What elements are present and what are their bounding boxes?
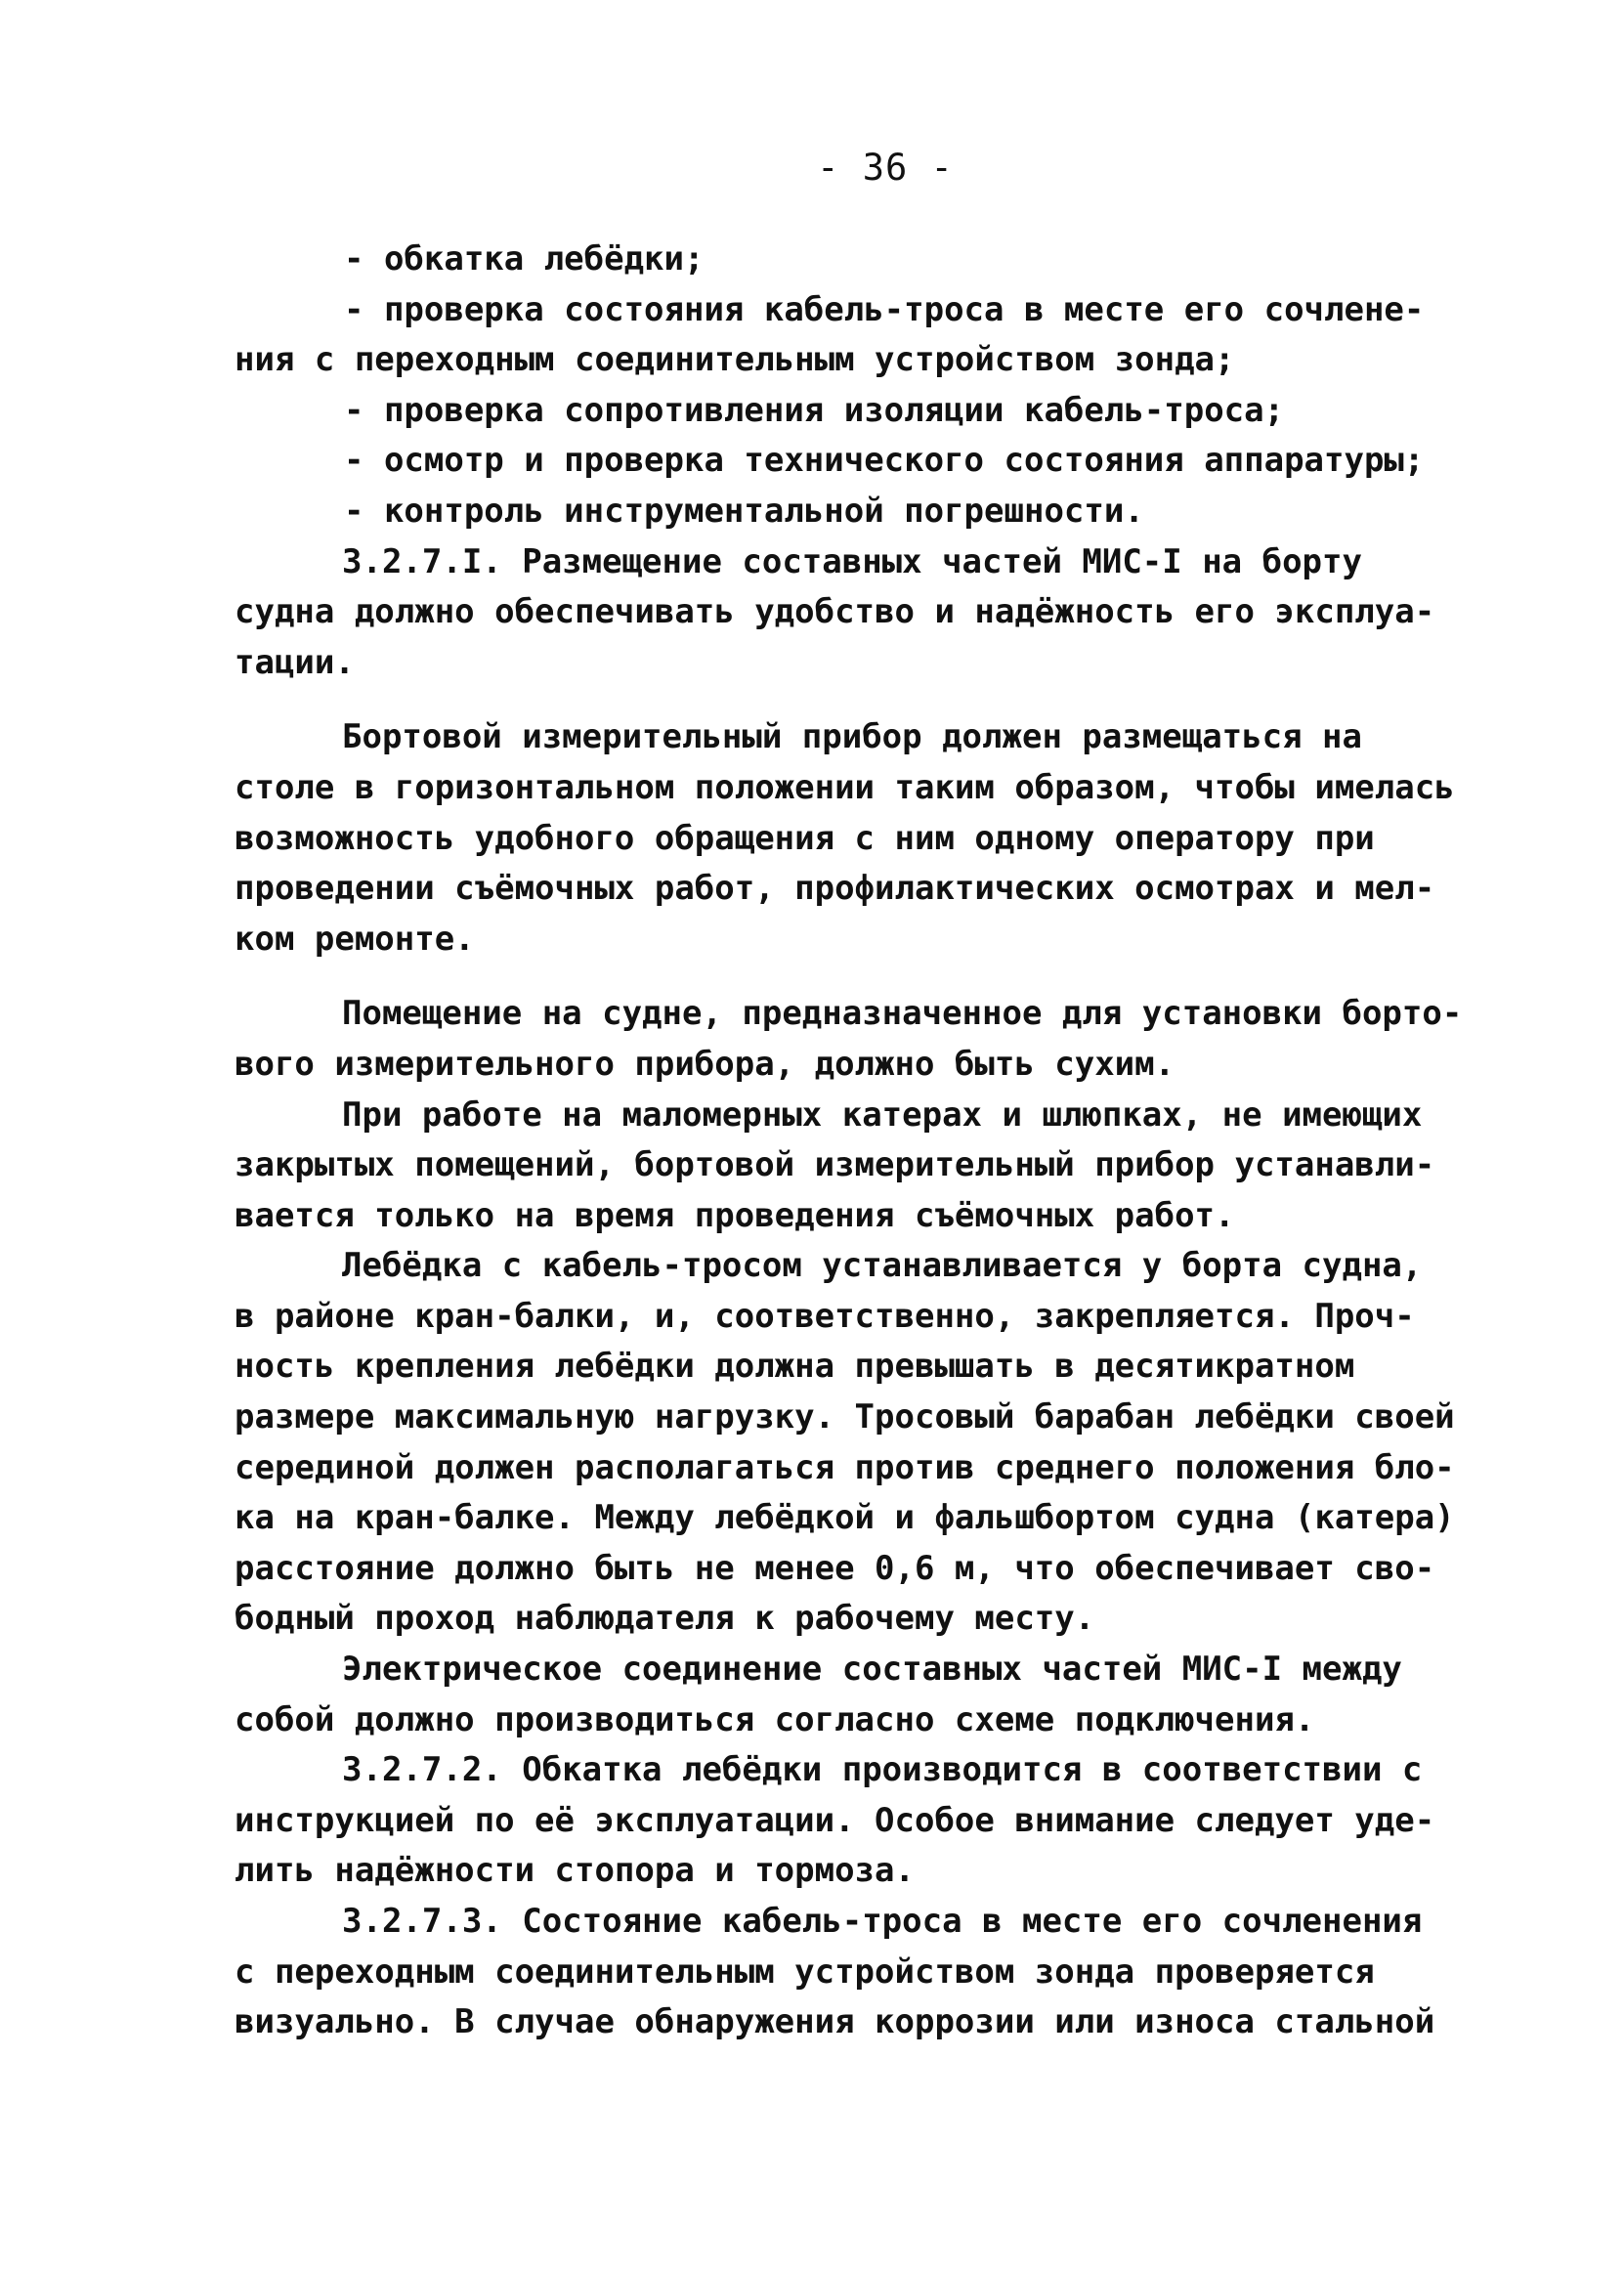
paragraph-gap	[235, 965, 1485, 989]
text-line: тации.	[235, 642, 355, 682]
text-line: лить надёжности стопора и тормоза.	[235, 1851, 915, 1891]
text-line: Электрическое соединение составных частей МИС-I между	[342, 1650, 1402, 1690]
text-line: в районе кран-балки, и, соответственно, закрепляется. Проч-	[235, 1296, 1415, 1336]
text-line: столе в горизонтальном положении таким образом, чтобы имелась	[235, 767, 1455, 807]
text-line: возможность удобного обращения с ним одному оператору при	[235, 818, 1375, 858]
text-line: визуально. В случае обнаружения коррозии или износа стальной	[235, 2002, 1435, 2042]
text-line: серединой должен располагаться против среднего положения бло-	[235, 1447, 1455, 1487]
text-line: инструкцией по её эксплуатации. Особое внимание следует уде-	[235, 1800, 1435, 1840]
text-line: ка на кран-балке. Между лебёдкой и фальшбортом судна (катера)	[235, 1498, 1455, 1538]
paragraph-gap	[235, 688, 1485, 712]
text-line: расстояние должно быть не менее 0,6 м, что обеспечивает сво-	[235, 1548, 1435, 1588]
text-line: вого измерительного прибора, должно быть сухим.	[235, 1044, 1175, 1084]
text-line: При работе на маломерных катерах и шлюпках, не имеющих	[342, 1094, 1423, 1135]
text-line: - осмотр и проверка технического состояния аппаратуры;	[344, 441, 1425, 481]
text-line: - контроль инструментальной погрешности.	[344, 491, 1144, 531]
text-line: проведении съёмочных работ, профилактических осмотрах и мел-	[235, 869, 1435, 909]
text-line: собой должно производиться согласно схеме подключения.	[235, 1699, 1315, 1739]
text-line: размере максимальную нагрузку. Тросовый барабан лебёдки своей	[235, 1397, 1455, 1437]
text-line: 3.2.7.I. Размещение составных частей МИС-I на борту	[342, 541, 1362, 581]
text-line: ком ремонте.	[235, 919, 475, 959]
text-line: - проверка сопротивления изоляции кабель-троса;	[344, 390, 1285, 430]
text-line: - обкатка лебёдки;	[344, 239, 705, 279]
text-line: 3.2.7.2. Обкатка лебёдки производится в соответствии с	[342, 1750, 1423, 1790]
text-line: Бортовой измерительный прибор должен размещаться на	[342, 717, 1362, 757]
document-body	[235, 235, 1485, 2048]
text-line: закрытых помещений, бортовой измерительный прибор устанавли-	[235, 1145, 1435, 1185]
text-line: с переходным соединительным устройством зонда проверяется	[235, 1951, 1375, 1992]
text-line: ния с переходным соединительным устройством зонда;	[235, 340, 1235, 380]
text-line: ность крепления лебёдки должна превышать в десятикратном	[235, 1347, 1355, 1387]
page-number: - 36 -	[817, 147, 954, 189]
text-line: судна должно обеспечивать удобство и надёжность его эксплуа-	[235, 592, 1435, 632]
text-line: - проверка состояния кабель-троса в месте его сочлене-	[344, 289, 1425, 329]
text-line: Помещение на судне, предназначенное для установки борто-	[342, 994, 1463, 1034]
text-line: 3.2.7.3. Состояние кабель-троса в месте его сочленения	[342, 1902, 1423, 1941]
text-line: Лебёдка с кабель-тросом устанавливается у борта судна,	[342, 1246, 1423, 1286]
text-line: бодный проход наблюдателя к рабочему месту.	[235, 1599, 1095, 1639]
text-line: вается только на время проведения съёмочных работ.	[235, 1195, 1235, 1235]
